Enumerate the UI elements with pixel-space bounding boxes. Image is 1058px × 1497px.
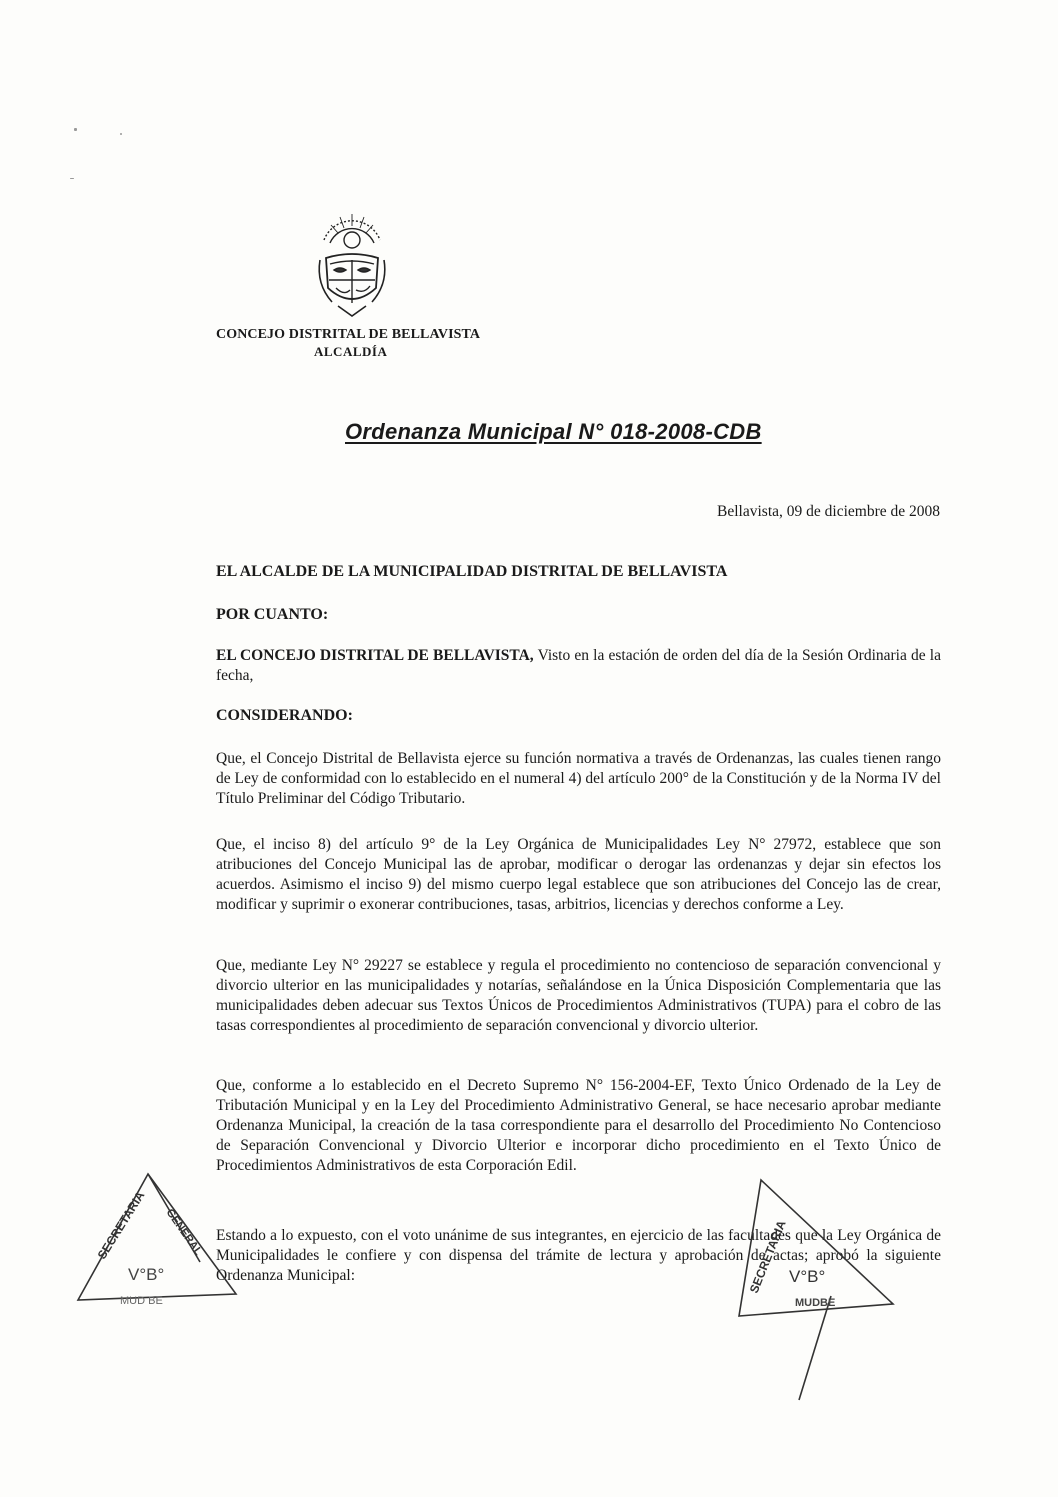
date-line: Bellavista, 09 de diciembre de 2008 — [717, 503, 940, 520]
por-cuanto-heading: POR CUANTO: — [216, 606, 329, 623]
stamp-right-bottom: MUDBE — [795, 1297, 836, 1309]
stamp-left-bottom: MUD BE — [120, 1295, 163, 1307]
considerando-heading: CONSIDERANDO: — [216, 707, 353, 724]
approval-stamp-left — [70, 1170, 240, 1315]
scan-speck — [70, 178, 74, 179]
visto-text: Visto en la estación de orden del día de la Sesión Ordinaria de la fecha, — [216, 647, 941, 684]
issuer-heading: EL ALCALDE DE LA MUNICIPALIDAD DISTRITAL DE BELLAVISTA — [216, 563, 728, 580]
scan-speck — [74, 128, 77, 131]
visto-lead: EL CONCEJO DISTRITAL DE BELLAVISTA, — [216, 647, 534, 664]
municipal-crest-icon — [312, 188, 392, 328]
stamp-left-arc-side: GENERAL — [163, 1206, 205, 1258]
approval-stamp-right — [735, 1168, 900, 1408]
organization-name: CONCEJO DISTRITAL DE BELLAVISTA — [216, 327, 481, 342]
considerando-paragraph-2: Que, el inciso 8) del artículo 9° de la Ley Orgánica de Municipalidades Ley N° 27972, establece que son atribuciones del Concejo Municipal las de aprobar, modificar o derogar las ordenanzas y dejar sin efectos los acuerdos. Asimismo el inciso 9) del mismo cuerpo legal establece que son atribuciones del Concejo las de crear, modificar y suprimir o exonerar contribuciones, tasas, arbitrios, licencias y derechos conforme a Ley. — [216, 836, 941, 913]
stamp-right-arc-top: SECRETARIA — [746, 1218, 789, 1296]
resolution-paragraph: Estando a lo expuesto, con el voto unánime de sus integrantes, en ejercicio de las facultades que la Ley Orgánica de Municipalidades le confiere y con dispensa del trámite de lectura y aprobación de actas; aprobó la siguiente Ordenanza Municipal: — [216, 1227, 941, 1284]
ordinance-title: Ordenanza Municipal N° 018-2008-CDB — [345, 419, 762, 444]
stamp-left-arc-top: SECRETARIA — [94, 1188, 148, 1262]
stamp-left-center: V°B° — [128, 1265, 165, 1284]
office-name: ALCALDÍA — [314, 344, 388, 359]
scan-speck — [120, 133, 122, 135]
considerando-paragraph-4: Que, conforme a lo establecido en el Decreto Supremo N° 156-2004-EF, Texto Único Ordenado de la Ley de Tributación Municipal y en la Ley del Procedimiento Administrativo General, se hace necesario aprobar mediante Ordenanza Municipal, la creación de la tasa correspondiente para el desarrollo del Procedimiento No Contencioso de Separación Convencional y Divorcio Ulterior e incorporar dicho procedimiento en el Texto Único de Procedimientos Administrativos de esta Corporación Edil. — [216, 1077, 941, 1174]
considerando-paragraph-3: Que, mediante Ley N° 29227 se establece y regula el procedimiento no contencioso de separación convencional y divorcio ulterior en las municipalidades y notarías, señalándose en la Única Disposición Complementaria que las municipalidades deben adecuar sus Textos Únicos de Procedimientos Administrativos (TUPA) para el cobro de las tasas correspondientes al procedimiento de separación convencional y divorcio ulterior. — [216, 957, 941, 1034]
stamp-right-center: V°B° — [789, 1267, 826, 1286]
visto-paragraph — [216, 646, 941, 686]
considerando-paragraph-1: Que, el Concejo Distrital de Bellavista ejerce su función normativa a través de Ordenanzas, las cuales tienen rango de Ley de conformidad con lo establecido en el numeral 4) del artículo 200° de la Constitución y de la Norma IV del Título Preliminar del Código Tributario. — [216, 750, 941, 807]
